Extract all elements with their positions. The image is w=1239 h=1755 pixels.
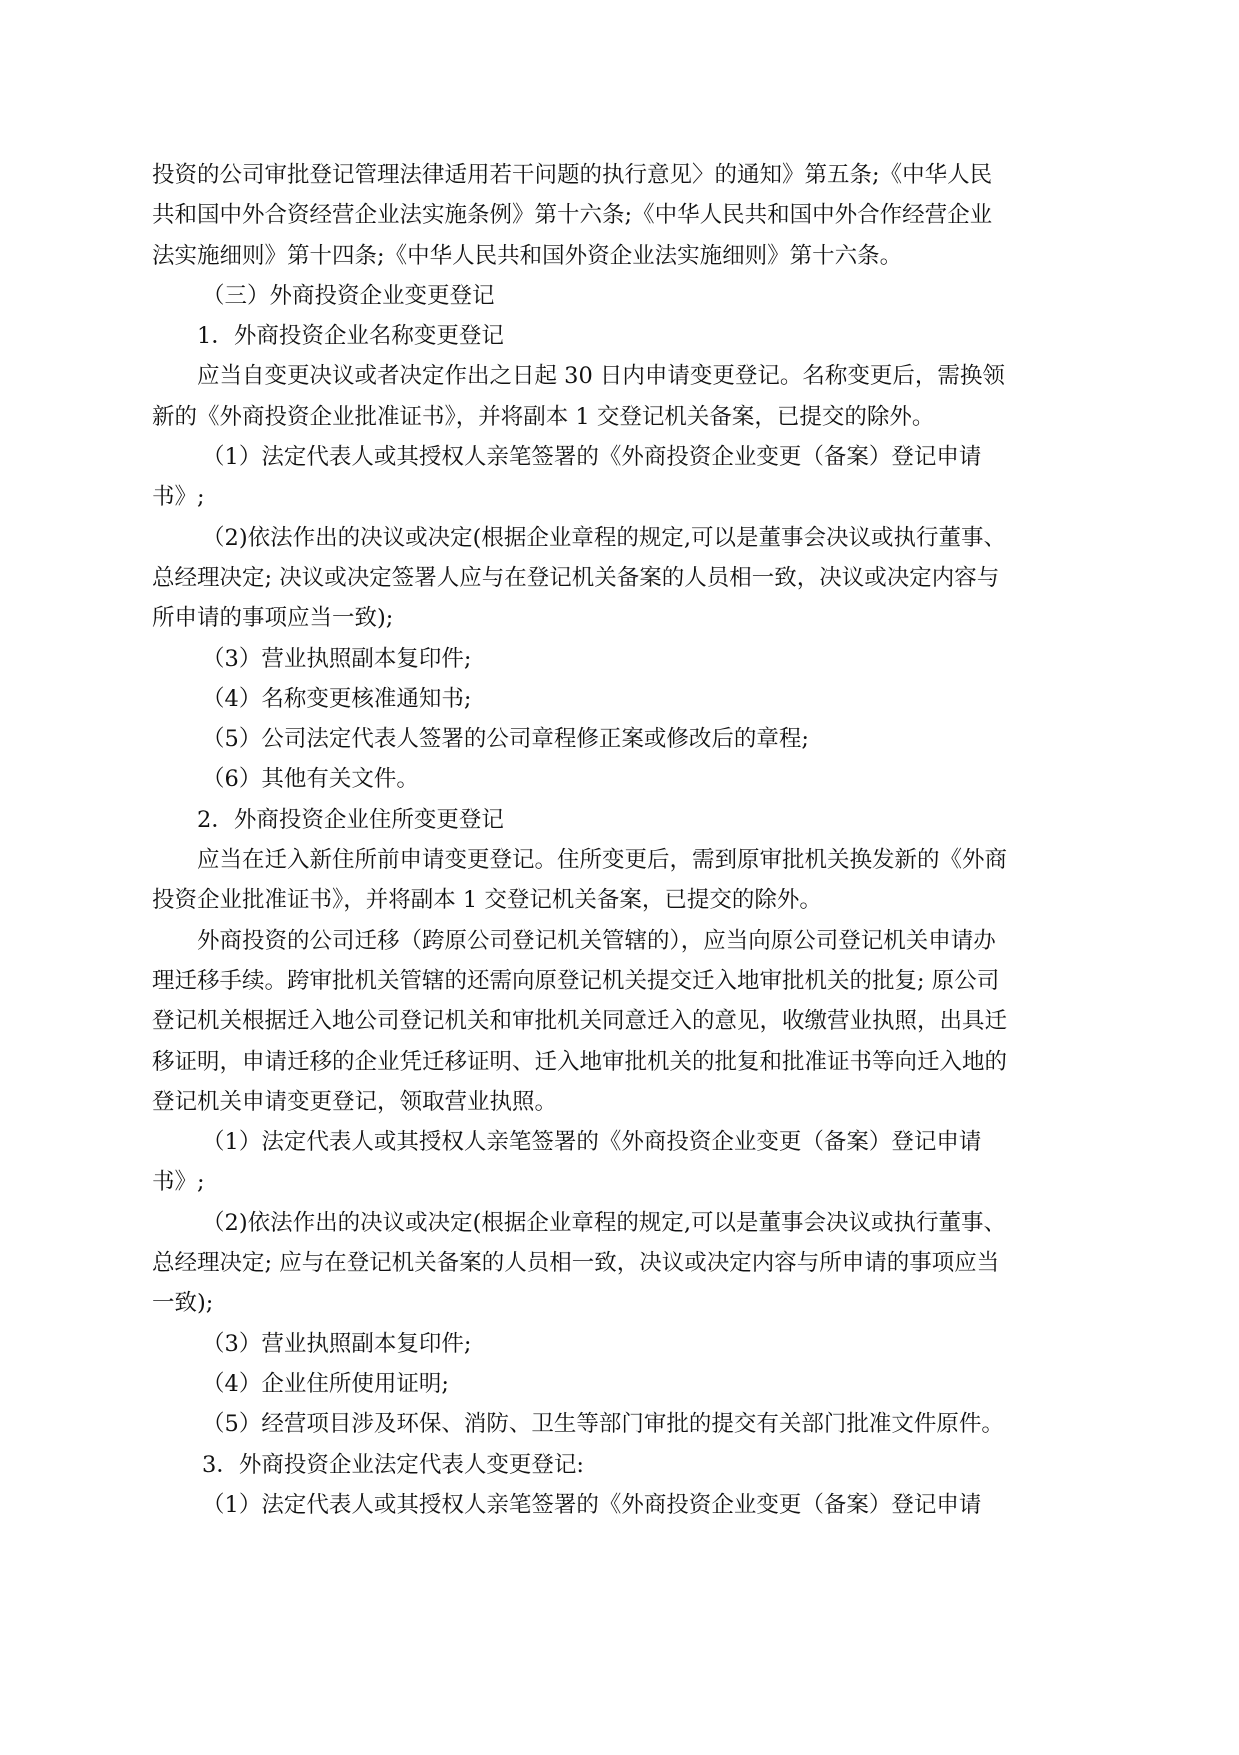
text-line: （3）营业执照副本复印件; — [202, 1330, 472, 1357]
paragraph — [152, 840, 1092, 921]
text-line: （2)依法作出的决议或决定(根据企业章程的规定,可以是董事会决议或执行董事、 — [202, 1209, 1007, 1236]
text-line: 应当自变更决议或者决定作出之日起 30 日内申请变更登记。名称变更后，需换领 — [197, 363, 1005, 390]
paragraph — [152, 276, 1092, 316]
text-line: 理迁移手续。跨审批机关管辖的还需向原登记机关提交迁入地审批机关的批复; 原公司 — [152, 967, 1000, 994]
text-line: （5）经营项目涉及环保、消防、卫生等部门审批的提交有关部门批准文件原件。 — [202, 1411, 1004, 1438]
text-line: 书》; — [152, 484, 205, 511]
text-line: （三）外商投资企业变更登记 — [202, 282, 495, 309]
text-line: （1）法定代表人或其授权人亲笔签署的《外商投资企业变更（备案）登记申请 — [202, 1491, 982, 1518]
text-line: （1）法定代表人或其授权人亲笔签署的《外商投资企业变更（备案）登记申请 — [202, 444, 982, 471]
text-line: 共和国中外合资经营企业法实施条例》第十六条;《中华人民共和国中外合作经营企业 — [152, 202, 993, 229]
paragraph — [152, 155, 1092, 276]
paragraph — [152, 518, 1092, 639]
paragraph — [152, 1445, 1092, 1485]
paragraph — [152, 679, 1092, 719]
paragraph — [152, 437, 1092, 518]
paragraph — [152, 1122, 1092, 1203]
paragraph — [152, 921, 1092, 1122]
text-line: 总经理决定; 应与在登记机关备案的人员相一致，决议或决定内容与所申请的事项应当 — [152, 1250, 1000, 1277]
text-line: （6）其他有关文件。 — [202, 766, 419, 793]
text-line: 所申请的事项应当一致); — [152, 605, 394, 632]
text-line: 应当在迁入新住所前申请变更登记。住所变更后，需到原审批机关换发新的《外商 — [197, 847, 1008, 874]
paragraph — [152, 1203, 1092, 1324]
paragraph — [152, 639, 1092, 679]
text-line: 一致); — [152, 1290, 214, 1317]
paragraph — [152, 759, 1092, 799]
text-line: 3．外商投资企业法定代表人变更登记: — [202, 1451, 584, 1478]
text-line: （4）企业住所使用证明; — [202, 1370, 449, 1397]
text-line: 移证明，申请迁移的企业凭迁移证明、迁入地审批机关的批复和批准证书等向迁入地的 — [152, 1048, 1008, 1075]
paragraph — [152, 1364, 1092, 1404]
text-line: 法实施细则》第十四条;《中华人民共和国外资企业法实施细则》第十六条。 — [152, 242, 903, 269]
paragraph — [152, 1324, 1092, 1364]
text-line: 投资的公司审批登记管理法律适用若干问题的执行意见〉的通知》第五条;《中华人民 — [152, 162, 993, 188]
text-line: 外商投资的公司迁移（跨原公司登记机关管辖的），应当向原公司登记机关申请办 — [197, 927, 996, 954]
text-line: 登记机关根据迁入地公司登记机关和审批机关同意迁入的意见，收缴营业执照，出具迁 — [152, 1008, 1008, 1035]
text-line: （2)依法作出的决议或决定(根据企业章程的规定,可以是董事会决议或执行董事、 — [202, 524, 1007, 551]
document-body — [152, 155, 1092, 1525]
text-line: （1）法定代表人或其授权人亲笔签署的《外商投资企业变更（备案）登记申请 — [202, 1129, 982, 1156]
text-line: 1．外商投资企业名称变更登记 — [197, 323, 504, 350]
text-line: 投资企业批准证书》，并将副本 1 交登记机关备案，已提交的除外。 — [152, 887, 822, 914]
text-line: 登记机关申请变更登记，领取营业执照。 — [152, 1088, 558, 1115]
paragraph — [152, 800, 1092, 840]
paragraph — [152, 1485, 1092, 1525]
text-line: 书》; — [152, 1169, 205, 1196]
paragraph — [152, 1404, 1092, 1444]
text-line: 总经理决定; 决议或决定签署人应与在登记机关备案的人员相一致，决议或决定内容与 — [152, 564, 1000, 591]
text-line: （3）营业执照副本复印件; — [202, 645, 472, 672]
paragraph — [152, 316, 1092, 356]
text-line: （5）公司法定代表人签署的公司章程修正案或修改后的章程; — [202, 726, 809, 753]
paragraph — [152, 356, 1092, 437]
paragraph — [152, 719, 1092, 759]
text-line: 2．外商投资企业住所变更登记 — [197, 806, 504, 833]
text-line: 新的《外商投资企业批准证书》，并将副本 1 交登记机关备案，已提交的除外。 — [152, 403, 935, 430]
text-line: （4）名称变更核准通知书; — [202, 685, 472, 712]
